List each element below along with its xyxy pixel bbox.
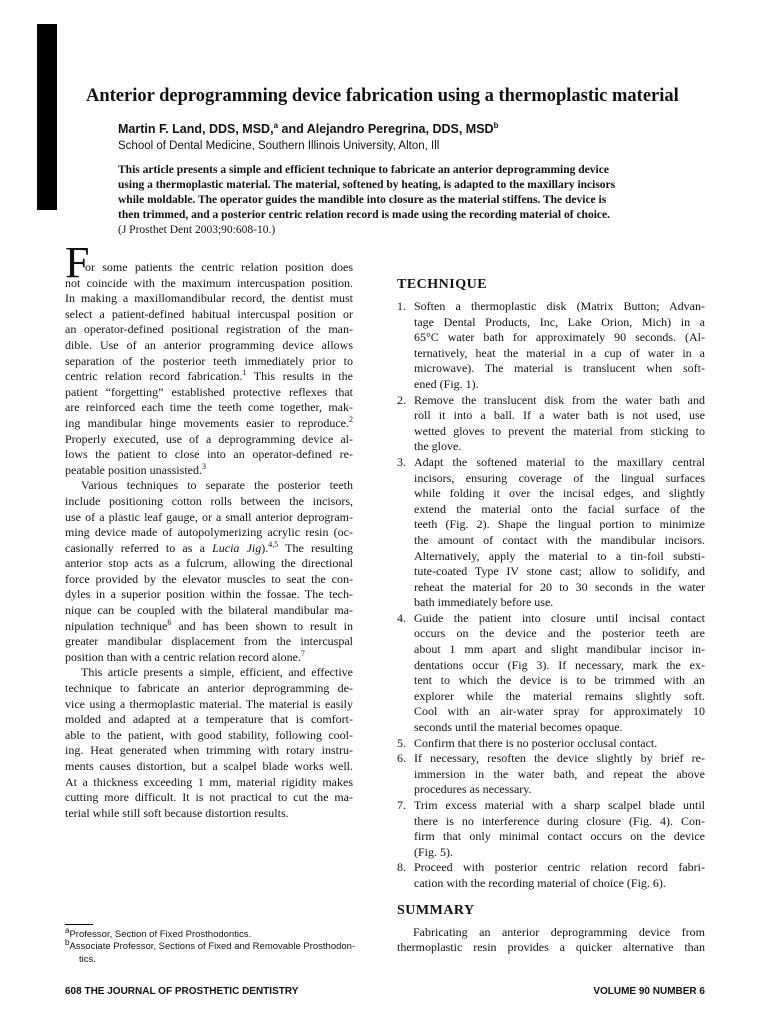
step-text-line: wetted gloves to prevent the material from sticking to — [414, 423, 705, 438]
step-text-line: firm that only minimal contact occurs on the device — [414, 829, 705, 844]
step-number: 1. — [397, 299, 406, 313]
step-text-line: Confirm that there is no posterior occlusal contact. — [414, 735, 658, 750]
text-line: ming device made of autopolymerizing acrylic resin (oc- — [65, 525, 353, 540]
text-line: ing mandibular hinge movements easier to reproduce.$^2$ — [65, 414, 353, 430]
technique-heading: TECHNIQUE — [397, 277, 488, 292]
technique-step — [397, 299, 705, 393]
text-line: are reinforced each time the teeth come together, mak- — [65, 400, 353, 415]
text-line: an operator-defined positional registration of the man- — [65, 322, 353, 337]
step-text-line: Adapt the softened material to the maxillary central — [414, 454, 705, 469]
step-text-line: the amount of contact with the mandibular incisors. — [414, 532, 705, 547]
text-line: able to the patient, with good stability, following cool- — [65, 727, 353, 742]
drop-cap: F — [65, 238, 90, 287]
step-text-line: Remove the translucent disk from the water bath and — [414, 392, 705, 407]
step-text-line: Alternatively, apply the material to a tin-foil substi- — [414, 548, 705, 563]
text-line: greater mandibular displacement from the intercuspal — [65, 634, 353, 649]
step-text-line: procedures as necessary. — [414, 782, 532, 797]
technique-step — [397, 393, 705, 455]
author-1: Martin F. Land, DDS, MSD, — [118, 122, 274, 136]
step-number: 7. — [397, 798, 406, 812]
step-text-line: teeth (Fig. 2). Shape the lingual portion to minimize — [414, 517, 705, 532]
footnote-a: $^a$Professor, Section of Fixed Prosthodontics. — [65, 925, 252, 940]
step-text-line: 65°C water bath for approximately 90 seconds. (Al- — [414, 330, 705, 345]
text-line: nipulation technique$^6$ and has been shown to result in — [65, 617, 354, 633]
step-text-line: tent to which the device is to be trimmed with an — [414, 673, 705, 688]
technique-steps — [397, 299, 705, 892]
step-text-line: ternatively, heat the material in a cup of water in a — [414, 345, 705, 360]
text-line: separation of the posterior teeth immediately prior to — [65, 353, 353, 368]
step-number: 2. — [397, 392, 406, 407]
step-text-line: Proceed with posterior centric relation record fabri- — [414, 860, 705, 875]
step-text-line: seconds until the material becomes opaque. — [414, 720, 623, 735]
step-text-line: If necessary, resoften the device slightly by brief re- — [414, 751, 705, 766]
step-text-line: dentations occur (Fig 3). If necessary, mark the ex- — [414, 657, 705, 672]
reference-marker: 4,5 — [268, 539, 279, 549]
technique-step — [397, 860, 705, 891]
step-text-line: the glove. — [414, 439, 462, 454]
text-line: molded and adapted at a temperature that is comfort- — [65, 712, 353, 727]
text-line: not coincide with the maximum intercuspation position. — [65, 275, 353, 290]
text-line: dyles in a superior position within the fossae. The tech- — [65, 587, 353, 602]
text-line: select a patient-defined habitual intercuspal position or — [65, 306, 353, 321]
step-number: 4. — [397, 610, 406, 625]
text-line: dible. Use of an anterior programming device allows — [65, 337, 353, 352]
text-line: Fabricating an anterior deprogramming device from — [413, 924, 705, 939]
text-line: thermoplastic resin provides a quicker alternative than — [397, 940, 705, 955]
text-line: lows the patient to close into an operator-defined re- — [65, 447, 353, 462]
abstract — [118, 163, 658, 238]
text-line: At a thickness exceeding 1 mm, material rigidity makes — [65, 774, 353, 789]
step-text-line: extend the material onto the facial surface of the — [414, 501, 705, 516]
left-column — [65, 238, 354, 821]
reference-marker: 6 — [167, 617, 172, 627]
author-1-affil-mark: a — [273, 120, 279, 130]
step-text-line: microwave). The material is translucent when soft- — [414, 361, 705, 376]
step-text-line: occurs on the device and the posterior teeth are — [414, 626, 705, 641]
footer-journal: 608 THE JOURNAL OF PROSTHETIC DENTISTRY — [65, 986, 299, 997]
article-title: Anterior deprogramming device fabrication using a thermoplastic material — [86, 86, 679, 106]
reference-marker: 7 — [300, 648, 305, 658]
step-text-line: Trim excess material with a sharp scalpel blade until — [414, 798, 705, 812]
step-text-line: about 1 mm apart and slight mandibular incisor in- — [414, 642, 705, 657]
text-line: ing. Heat generated when trimming with rotary instru- — [65, 743, 353, 758]
footnote-b-continued: tics. — [79, 954, 96, 965]
footer-volume: VOLUME 90 NUMBER 6 — [593, 986, 705, 997]
text-line: terial while still soft because distortion results. — [65, 805, 289, 820]
reference-marker: 3 — [201, 461, 206, 471]
step-number: 8. — [397, 860, 406, 875]
affiliation: School of Dental Medicine, Southern Illinois University, Alton, Ill — [118, 140, 440, 152]
step-text-line: tute-coated Type IV stone cast; allow to solidify, and — [414, 564, 705, 579]
purpose-paragraph — [65, 665, 353, 821]
reference-marker: 2 — [349, 414, 353, 424]
text-line: Various techniques to separate the posterior teeth — [81, 478, 353, 493]
abstract-line: then trimmed, and a posterior centric relation record is made using the recording material of choice. — [118, 209, 610, 221]
text-line: vice using a thermoplastic material. The material is easily — [65, 696, 353, 711]
step-text-line: Soften a thermoplastic disk (Matrix Button; Advan- — [414, 299, 705, 313]
step-number: 6. — [397, 751, 406, 766]
step-number: 5. — [397, 735, 406, 750]
author-2-affil-mark: b — [493, 120, 499, 130]
text-line: patient “forgetting” established protective reflexes that — [65, 384, 353, 399]
techniques-paragraph — [65, 478, 353, 665]
text-line: Properly executed, use of a deprogramming device al- — [65, 431, 353, 446]
citation: (J Prosthet Dent 2003;90:608-10.) — [118, 224, 276, 236]
text-line: In making a maxillomandibular record, the dentist must — [65, 291, 353, 306]
text-line: technique to fabricate an anterior deprogramming de- — [65, 681, 353, 696]
step-text-line: explorer while the material remains slightly soft. — [414, 688, 705, 703]
technique-step — [397, 611, 705, 736]
step-text-line: tage Dental Products, Inc, Lake Orion, Mich) in a — [414, 314, 705, 329]
step-text-line: (Fig. 5). — [414, 844, 453, 859]
step-text-line: roll it into a ball. If a water bath is not used, use — [414, 408, 705, 423]
author-line — [118, 121, 718, 138]
abstract-line: This article presents a simple and efficient technique to fabricate an anterior deprogramming device — [118, 164, 609, 176]
text-line: force provided by the elevator muscles to seat the con- — [65, 571, 353, 586]
step-text-line: Guide the patient into closure until incisal contact — [414, 610, 705, 625]
step-text-line: there is no interference during closure (Fig. 4). Con- — [414, 813, 705, 828]
lucia-jig-term: Lucia Jig — [212, 540, 262, 555]
step-text-line: immersion in the water bath, and repeat the above — [414, 766, 705, 781]
footnote-rule — [65, 924, 93, 925]
text-line: peatable position unassisted.$^3$ — [65, 461, 206, 477]
text-line: centric relation record fabrication.$^1$ This results in the — [65, 368, 353, 384]
intro-paragraph — [65, 238, 353, 478]
step-text-line: cation with the recording material of choice (Fig. 6). — [414, 875, 666, 890]
step-text-line: Cool with an air-water spray for approximately 10 — [414, 704, 705, 719]
text-line: casionally referred to as a Lucia Jig).$^{4,5}$ The resulting — [65, 539, 353, 555]
text-line: F or some patients the centric relation position does — [65, 238, 353, 287]
step-text-line: incisors, ensuring coverage of the lingual surfaces — [414, 470, 705, 485]
technique-step — [397, 751, 705, 798]
summary-heading: SUMMARY — [397, 902, 475, 918]
reference-marker: 1 — [242, 368, 247, 378]
right-column — [397, 276, 705, 956]
abstract-line: while moldable. The operator guides the mandible into closure as the material stiffens. The device is — [118, 194, 607, 206]
abstract-line: using a thermoplastic material. The material, softened by heating, is adapted to the maxillary incisors — [118, 179, 616, 191]
footnote-b: $^b$Associate Professor, Sections of Fixed and Removable Prosthodon- — [65, 937, 356, 952]
technique-step — [397, 798, 705, 860]
text-line: This article presents a simple, efficient, and effective — [81, 665, 353, 680]
text-line: position than with a centric relation record alone.$^7$ — [65, 648, 305, 664]
author-2: and Alejandro Peregrina, DDS, MSD — [278, 122, 494, 136]
text-line: ments causes distortion, but a scalpel blade works well. — [65, 759, 353, 773]
step-text-line: reheat the material for 20 to 30 seconds in the water — [414, 579, 705, 594]
step-text-line: while folding it over the incisal edges, and slightly — [414, 486, 705, 501]
technique-step — [397, 736, 705, 752]
text-line: cutting more difficult. It is not practical to cut the ma- — [65, 790, 353, 805]
decorative-side-bar — [37, 24, 57, 210]
text-line: anterior stop acts as a fulcrum, allowing the directional — [65, 556, 353, 571]
text-line: nique can be coupled with the bilateral mandibular ma- — [65, 603, 353, 618]
step-number: 3. — [397, 454, 406, 469]
text-line: use of a plastic leaf gauge, or a small anterior deprogram- — [65, 509, 353, 524]
text-line: include positioning cotton rolls between the incisors, — [65, 493, 353, 508]
step-text-line: bath immediately before use. — [414, 595, 554, 610]
step-text-line: ened (Fig. 1). — [414, 376, 479, 391]
technique-step — [397, 455, 705, 611]
